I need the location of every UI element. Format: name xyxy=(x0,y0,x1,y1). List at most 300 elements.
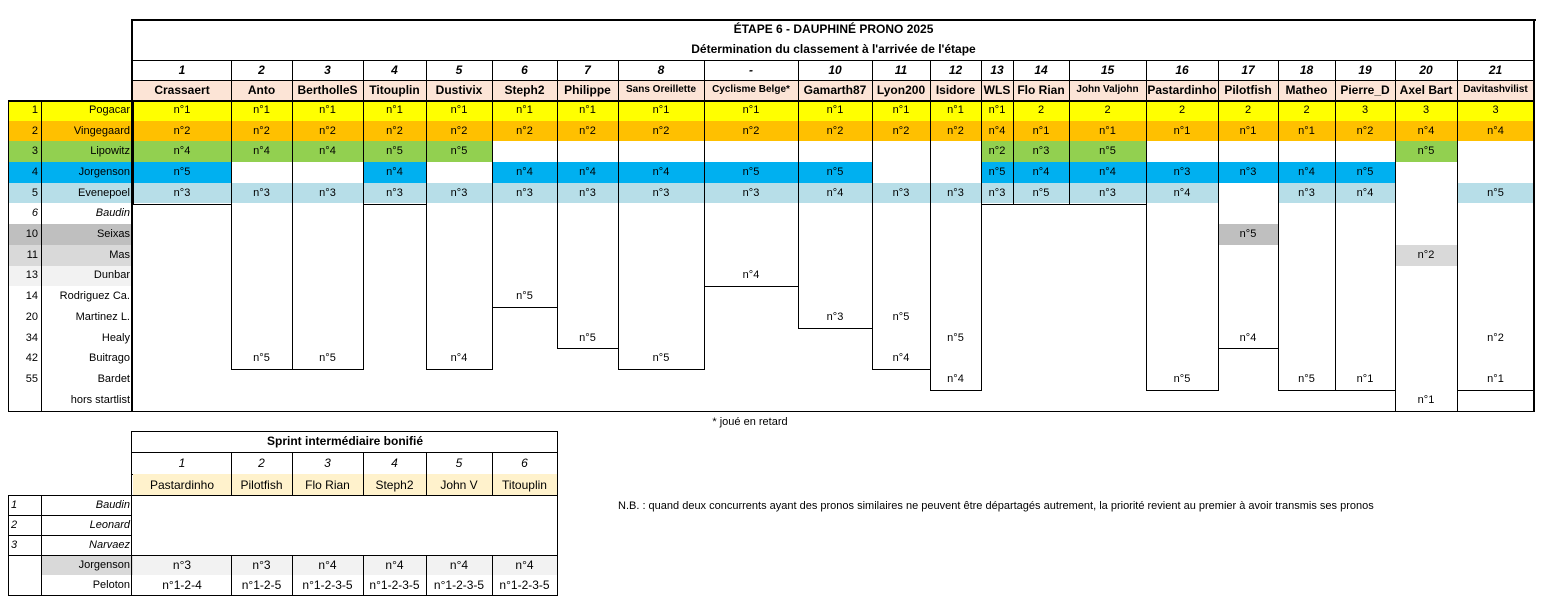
rank-header: 3 xyxy=(324,63,331,77)
prono-cell xyxy=(231,266,292,287)
prono-cell xyxy=(1395,204,1457,225)
prono-cell xyxy=(363,390,426,411)
prono-cell: n°5 xyxy=(516,290,533,303)
rank-header: 8 xyxy=(657,63,665,77)
prono-cell xyxy=(1069,307,1146,328)
prono-cell xyxy=(1278,328,1335,349)
prono-cell xyxy=(492,266,557,287)
prono-cell: n°1 xyxy=(704,100,798,121)
column-outline xyxy=(1534,100,1535,390)
prono-cell xyxy=(1457,266,1534,287)
prono-cell xyxy=(231,245,292,266)
rank-header: 2 xyxy=(258,63,265,77)
prono-cell: n°3 xyxy=(872,183,930,204)
prono-cell xyxy=(981,204,1013,225)
prono-cell: n°1 xyxy=(1487,372,1504,385)
sprint-divider xyxy=(8,555,558,556)
prono-cell xyxy=(1218,369,1278,390)
prono-cell xyxy=(492,390,557,411)
prono-cell xyxy=(704,204,798,225)
column-outline xyxy=(231,100,232,369)
prono-cell xyxy=(872,141,930,162)
rank-header: - xyxy=(749,63,753,77)
header-col-divider xyxy=(1457,60,1458,100)
prono-cell: 3 xyxy=(1457,100,1534,121)
sprint-cell xyxy=(426,535,492,555)
sprint-rank-header: 2 xyxy=(258,456,265,470)
prono-cell xyxy=(981,328,1013,349)
prono-cell: n°5 xyxy=(1395,141,1457,162)
prono-cell xyxy=(557,141,618,162)
sprint-cell xyxy=(426,515,492,535)
prono-cell xyxy=(1069,245,1146,266)
prono-cell xyxy=(1395,328,1457,349)
prono-cell: n°3 xyxy=(1278,183,1335,204)
player-header: Isidore xyxy=(930,80,981,100)
prono-cell: n°1 xyxy=(1146,121,1218,142)
prono-cell xyxy=(1395,183,1457,204)
rider-name: Dunbar xyxy=(41,266,133,287)
main-left-border xyxy=(131,19,133,411)
prono-cell xyxy=(872,390,930,411)
prono-cell xyxy=(426,245,492,266)
prono-cell xyxy=(426,390,492,411)
prono-cell xyxy=(1069,390,1146,411)
header-divider xyxy=(131,80,1535,81)
prono-cell xyxy=(557,224,618,245)
prono-cell: n°1 xyxy=(1218,121,1278,142)
sprint-left-border xyxy=(131,495,132,595)
prono-cell: n°2 xyxy=(618,121,704,142)
prono-cell: 2 xyxy=(1069,100,1146,121)
rider-name: Rodriguez Ca. xyxy=(59,290,130,303)
prono-cell xyxy=(492,328,557,349)
rider-name: Baudin xyxy=(95,207,130,220)
column-outline xyxy=(363,100,364,204)
rider-name: Vingegaard xyxy=(41,121,133,142)
prono-cell xyxy=(1335,286,1395,307)
prono-cell xyxy=(1013,328,1069,349)
prono-cell: n°1 xyxy=(872,100,930,121)
prono-cell xyxy=(704,390,798,411)
prono-cell xyxy=(292,204,363,225)
sprint-cell: n°3 xyxy=(133,555,231,575)
column-outline xyxy=(1146,390,1219,391)
prono-cell: n°4 xyxy=(292,141,363,162)
prono-cell xyxy=(618,224,704,245)
column-outline xyxy=(930,390,982,391)
prono-cell xyxy=(363,286,426,307)
prono-cell: n°5 xyxy=(133,162,231,183)
player-header: Lyon200 xyxy=(872,80,930,100)
player-header: Cyclisme Belge* xyxy=(704,80,798,100)
column-outline xyxy=(981,100,982,204)
player-header: Axel Bart xyxy=(1395,80,1457,100)
column-outline xyxy=(426,100,427,369)
column-outline xyxy=(872,100,873,369)
rider-number: 1 xyxy=(8,100,41,121)
column-outline xyxy=(133,100,134,204)
prono-cell: n°1 xyxy=(1013,121,1069,142)
prono-cell xyxy=(426,369,492,390)
prono-cell xyxy=(981,286,1013,307)
rank-header: 12 xyxy=(948,63,963,77)
sprint-row-divider xyxy=(8,515,132,516)
main-title: ÉTAPE 6 - DAUPHINÉ PRONO 2025 xyxy=(733,22,934,36)
prono-cell xyxy=(1013,307,1069,328)
prono-cell: n°3 xyxy=(231,183,292,204)
rider-number: 55 xyxy=(25,372,38,385)
rider-number: 13 xyxy=(8,266,41,287)
rank-header: 21 xyxy=(1488,63,1503,77)
table-body-top xyxy=(8,100,1535,102)
column-outline xyxy=(133,204,232,205)
prono-cell xyxy=(1278,390,1335,411)
prono-cell xyxy=(363,328,426,349)
prono-cell xyxy=(930,224,981,245)
prono-cell xyxy=(1278,266,1335,287)
prono-cell: n°2 xyxy=(426,121,492,142)
sprint-rider-number: 3 xyxy=(11,538,18,551)
sprint-cell xyxy=(292,535,363,555)
prono-cell xyxy=(492,369,557,390)
prono-cell xyxy=(426,162,492,183)
prono-cell: n°4 xyxy=(798,183,872,204)
prono-cell xyxy=(1335,390,1395,411)
prono-cell xyxy=(1013,224,1069,245)
column-outline xyxy=(618,100,619,369)
rider-name: Lipowitz xyxy=(41,141,133,162)
prono-cell xyxy=(618,266,704,287)
sprint-col-divider xyxy=(363,452,364,495)
prono-cell xyxy=(872,224,930,245)
player-header: Sans Oreillette xyxy=(618,80,704,100)
prono-cell xyxy=(492,204,557,225)
rider-name: Pogacar xyxy=(41,100,133,121)
prono-cell xyxy=(1335,266,1395,287)
column-outline xyxy=(1069,100,1070,204)
prono-cell: n°1 xyxy=(981,100,1013,121)
prono-cell xyxy=(1457,245,1534,266)
prono-cell xyxy=(1013,369,1069,390)
prono-cell: n°4 xyxy=(1146,183,1218,204)
prono-cell xyxy=(557,245,618,266)
prono-cell xyxy=(557,204,618,225)
prono-cell xyxy=(618,141,704,162)
main-subtitle: Détermination du classement à l'arrivée de l'étape xyxy=(691,42,976,56)
prono-cell xyxy=(492,224,557,245)
player-header: Philippe xyxy=(557,80,618,100)
header-col-divider xyxy=(231,60,232,100)
sprint-rider-name: Leonard xyxy=(89,518,130,531)
prono-cell xyxy=(981,224,1013,245)
sprint-col-divider xyxy=(426,555,427,595)
prono-cell: n°4 xyxy=(947,372,964,385)
prono-cell xyxy=(1457,141,1534,162)
prono-cell: n°3 xyxy=(826,310,844,323)
prono-cell: n°5 xyxy=(1457,183,1534,204)
prono-cell xyxy=(930,348,981,369)
sprint-rank-header: 3 xyxy=(324,456,331,470)
prono-cell xyxy=(292,369,363,390)
prono-cell xyxy=(1457,307,1534,328)
sprint-right-border xyxy=(557,431,558,495)
rider-number: 4 xyxy=(8,162,41,183)
prono-cell: 3 xyxy=(1335,100,1395,121)
sprint-rider-name: Baudin xyxy=(95,498,130,511)
prono-cell xyxy=(426,307,492,328)
sprint-cell: n°1-2-3-5 xyxy=(302,578,353,592)
prono-cell xyxy=(231,204,292,225)
sprint-cell xyxy=(231,535,292,555)
prono-cell xyxy=(1335,141,1395,162)
prono-cell xyxy=(1457,204,1534,225)
prono-cell: n°2 xyxy=(363,121,426,142)
sprint-col-divider xyxy=(231,555,232,595)
sprint-cell xyxy=(363,515,426,535)
prono-cell: 2 xyxy=(1278,100,1335,121)
prono-cell xyxy=(930,286,981,307)
sprint-cell: n°1-2-3-5 xyxy=(433,578,485,592)
column-outline xyxy=(231,369,293,370)
prono-cell xyxy=(1069,348,1146,369)
header-col-divider xyxy=(292,60,293,100)
rank-header: 11 xyxy=(894,63,908,77)
rank-header: 1 xyxy=(178,63,186,77)
prono-cell: n°5 xyxy=(579,331,596,344)
column-outline xyxy=(1013,100,1014,204)
player-header: WLS xyxy=(981,80,1013,100)
prono-cell xyxy=(1278,307,1335,328)
column-outline xyxy=(981,204,1014,205)
prono-cell xyxy=(872,328,930,349)
prono-cell xyxy=(1218,390,1278,411)
prono-cell xyxy=(1146,286,1218,307)
rider-number: 10 xyxy=(8,224,41,245)
sprint-label-left xyxy=(8,495,9,595)
sprint-cell: n°1-2-3-5 xyxy=(369,578,420,592)
prono-cell xyxy=(133,204,231,225)
prono-cell: n°3 xyxy=(1218,162,1278,183)
prono-cell xyxy=(930,204,981,225)
prono-cell: n°5 xyxy=(981,162,1013,183)
prono-cell xyxy=(704,348,798,369)
rider-number: 2 xyxy=(8,121,41,142)
header-col-divider xyxy=(1069,60,1070,100)
sprint-title: Sprint intermédiaire bonifié xyxy=(266,434,424,448)
column-outline xyxy=(1013,204,1070,205)
prono-cell xyxy=(292,286,363,307)
player-header: Matheo xyxy=(1278,80,1335,100)
prono-cell xyxy=(231,369,292,390)
prono-cell xyxy=(231,390,292,411)
prono-cell xyxy=(1013,286,1069,307)
prono-cell xyxy=(1069,266,1146,287)
prono-cell xyxy=(363,369,426,390)
prono-cell xyxy=(1013,204,1069,225)
prono-cell: n°3 xyxy=(363,183,426,204)
prono-cell: n°5 xyxy=(1335,162,1395,183)
header-col-divider xyxy=(1013,60,1014,100)
rank-header: 13 xyxy=(990,63,1004,77)
prono-cell: n°4 xyxy=(363,162,426,183)
prono-cell xyxy=(1069,224,1146,245)
sprint-rider-number xyxy=(8,555,41,575)
header-col-divider xyxy=(704,60,705,100)
prono-cell xyxy=(1278,286,1335,307)
prono-cell xyxy=(292,245,363,266)
sprint-cell xyxy=(363,535,426,555)
prono-cell: n°4 xyxy=(1395,121,1457,142)
prono-cell xyxy=(981,245,1013,266)
prono-cell xyxy=(492,141,557,162)
prono-cell: n°1 xyxy=(618,100,704,121)
rank-header: 17 xyxy=(1241,63,1255,77)
prono-cell xyxy=(981,390,1013,411)
column-outline xyxy=(1457,100,1458,390)
prono-cell xyxy=(1146,141,1218,162)
prono-cell xyxy=(363,224,426,245)
rider-number: 34 xyxy=(25,331,38,344)
prono-cell: n°3 xyxy=(981,183,1013,204)
prono-cell xyxy=(1457,224,1534,245)
rider-name: hors startlist xyxy=(70,393,130,406)
prono-cell xyxy=(704,141,798,162)
prono-cell xyxy=(930,245,981,266)
column-outline xyxy=(704,100,705,286)
prono-cell: n°4 xyxy=(450,352,468,365)
prono-cell xyxy=(798,224,872,245)
sprint-player-header: Titouplin xyxy=(492,474,557,495)
prono-cell xyxy=(1457,162,1534,183)
prono-cell xyxy=(1335,204,1395,225)
prono-cell: n°1 xyxy=(557,100,618,121)
prono-cell xyxy=(1218,348,1278,369)
rider-name: Healy xyxy=(101,331,130,344)
header-col-divider xyxy=(798,60,799,100)
prono-cell: n°4 xyxy=(742,269,760,282)
sprint-col-divider xyxy=(363,555,364,595)
prono-cell xyxy=(231,286,292,307)
prono-cell xyxy=(557,348,618,369)
prono-cell xyxy=(133,348,231,369)
sprint-rank-header: 5 xyxy=(455,456,463,470)
header-col-divider xyxy=(1278,60,1279,100)
prono-cell: n°3 xyxy=(1146,162,1218,183)
prono-cell: n°4 xyxy=(231,141,292,162)
prono-cell xyxy=(1218,266,1278,287)
column-outline xyxy=(618,369,705,370)
prono-cell: n°4 xyxy=(1457,121,1534,142)
prono-cell xyxy=(1278,245,1335,266)
prono-cell xyxy=(872,286,930,307)
player-header: Titouplin xyxy=(363,80,426,100)
prono-cell xyxy=(1278,204,1335,225)
prono-cell xyxy=(1146,328,1218,349)
column-outline xyxy=(492,307,558,308)
column-outline xyxy=(930,100,931,390)
prono-cell xyxy=(1395,266,1457,287)
prono-cell: n°5 xyxy=(798,162,872,183)
prono-cell: n°3 xyxy=(292,183,363,204)
sprint-cell xyxy=(492,495,557,515)
player-header: Gamarth87 xyxy=(798,80,872,100)
prono-cell: n°4 xyxy=(1239,331,1257,344)
prono-cell xyxy=(1013,390,1069,411)
prono-cell xyxy=(1013,348,1069,369)
prono-cell xyxy=(1069,328,1146,349)
column-outline xyxy=(1218,348,1279,349)
column-outline xyxy=(798,328,873,329)
sprint-right-border xyxy=(557,495,558,595)
prono-cell xyxy=(1218,286,1278,307)
prono-cell xyxy=(363,245,426,266)
prono-cell: n°5 xyxy=(1173,372,1191,385)
header-divider xyxy=(131,60,1535,61)
prono-cell xyxy=(363,307,426,328)
column-outline xyxy=(557,348,619,349)
nb-note: N.B. : quand deux concurrents ayant des pronos similaires ne peuvent être départagés autrement, la priorité revient au premier à avoir transmis ses pronos xyxy=(618,499,1374,512)
prono-cell: n°1 xyxy=(1417,393,1435,406)
prono-cell xyxy=(133,266,231,287)
sprint-col-divider xyxy=(426,452,427,495)
prono-cell xyxy=(798,286,872,307)
prono-cell xyxy=(492,307,557,328)
sprint-cell: n°3 xyxy=(231,555,292,575)
prono-cell xyxy=(426,266,492,287)
prono-cell xyxy=(930,141,981,162)
rider-number: 11 xyxy=(8,245,41,266)
prono-cell xyxy=(292,307,363,328)
prono-cell xyxy=(704,328,798,349)
prono-cell xyxy=(981,348,1013,369)
rider-number: 6 xyxy=(31,207,38,220)
prono-cell: n°2 xyxy=(231,121,292,142)
prono-cell: n°2 xyxy=(1395,245,1457,266)
column-outline xyxy=(1218,100,1219,348)
prono-cell: n°3 xyxy=(1069,183,1146,204)
prono-cell: n°5 xyxy=(1218,224,1278,245)
sprint-rider-number xyxy=(8,575,41,595)
rider-name: Seixas xyxy=(41,224,133,245)
player-header: Steph2 xyxy=(492,80,557,100)
sprint-cell: n°1-2-5 xyxy=(241,578,282,592)
column-outline xyxy=(1335,390,1396,391)
prono-cell: n°2 xyxy=(557,121,618,142)
prono-cell: n°1 xyxy=(1278,121,1335,142)
prono-cell: n°1 xyxy=(1069,121,1146,142)
prono-cell xyxy=(930,390,981,411)
prono-cell xyxy=(798,141,872,162)
prono-cell xyxy=(557,286,618,307)
prono-cell xyxy=(1457,286,1534,307)
player-header: Anto xyxy=(231,80,292,100)
prono-cell xyxy=(426,204,492,225)
player-header: Davitashvilist xyxy=(1457,80,1534,100)
prono-cell xyxy=(704,245,798,266)
header-col-divider xyxy=(872,60,873,100)
prono-cell: n°5 xyxy=(319,352,336,365)
prono-cell xyxy=(133,245,231,266)
prono-cell: n°3 xyxy=(133,183,231,204)
prono-cell xyxy=(1335,307,1395,328)
column-outline xyxy=(426,369,493,370)
header-col-divider xyxy=(557,60,558,100)
player-header: Pierre_D xyxy=(1335,80,1395,100)
rider-name: Buitrago xyxy=(89,352,130,365)
column-outline xyxy=(1146,100,1147,390)
prono-cell xyxy=(231,224,292,245)
